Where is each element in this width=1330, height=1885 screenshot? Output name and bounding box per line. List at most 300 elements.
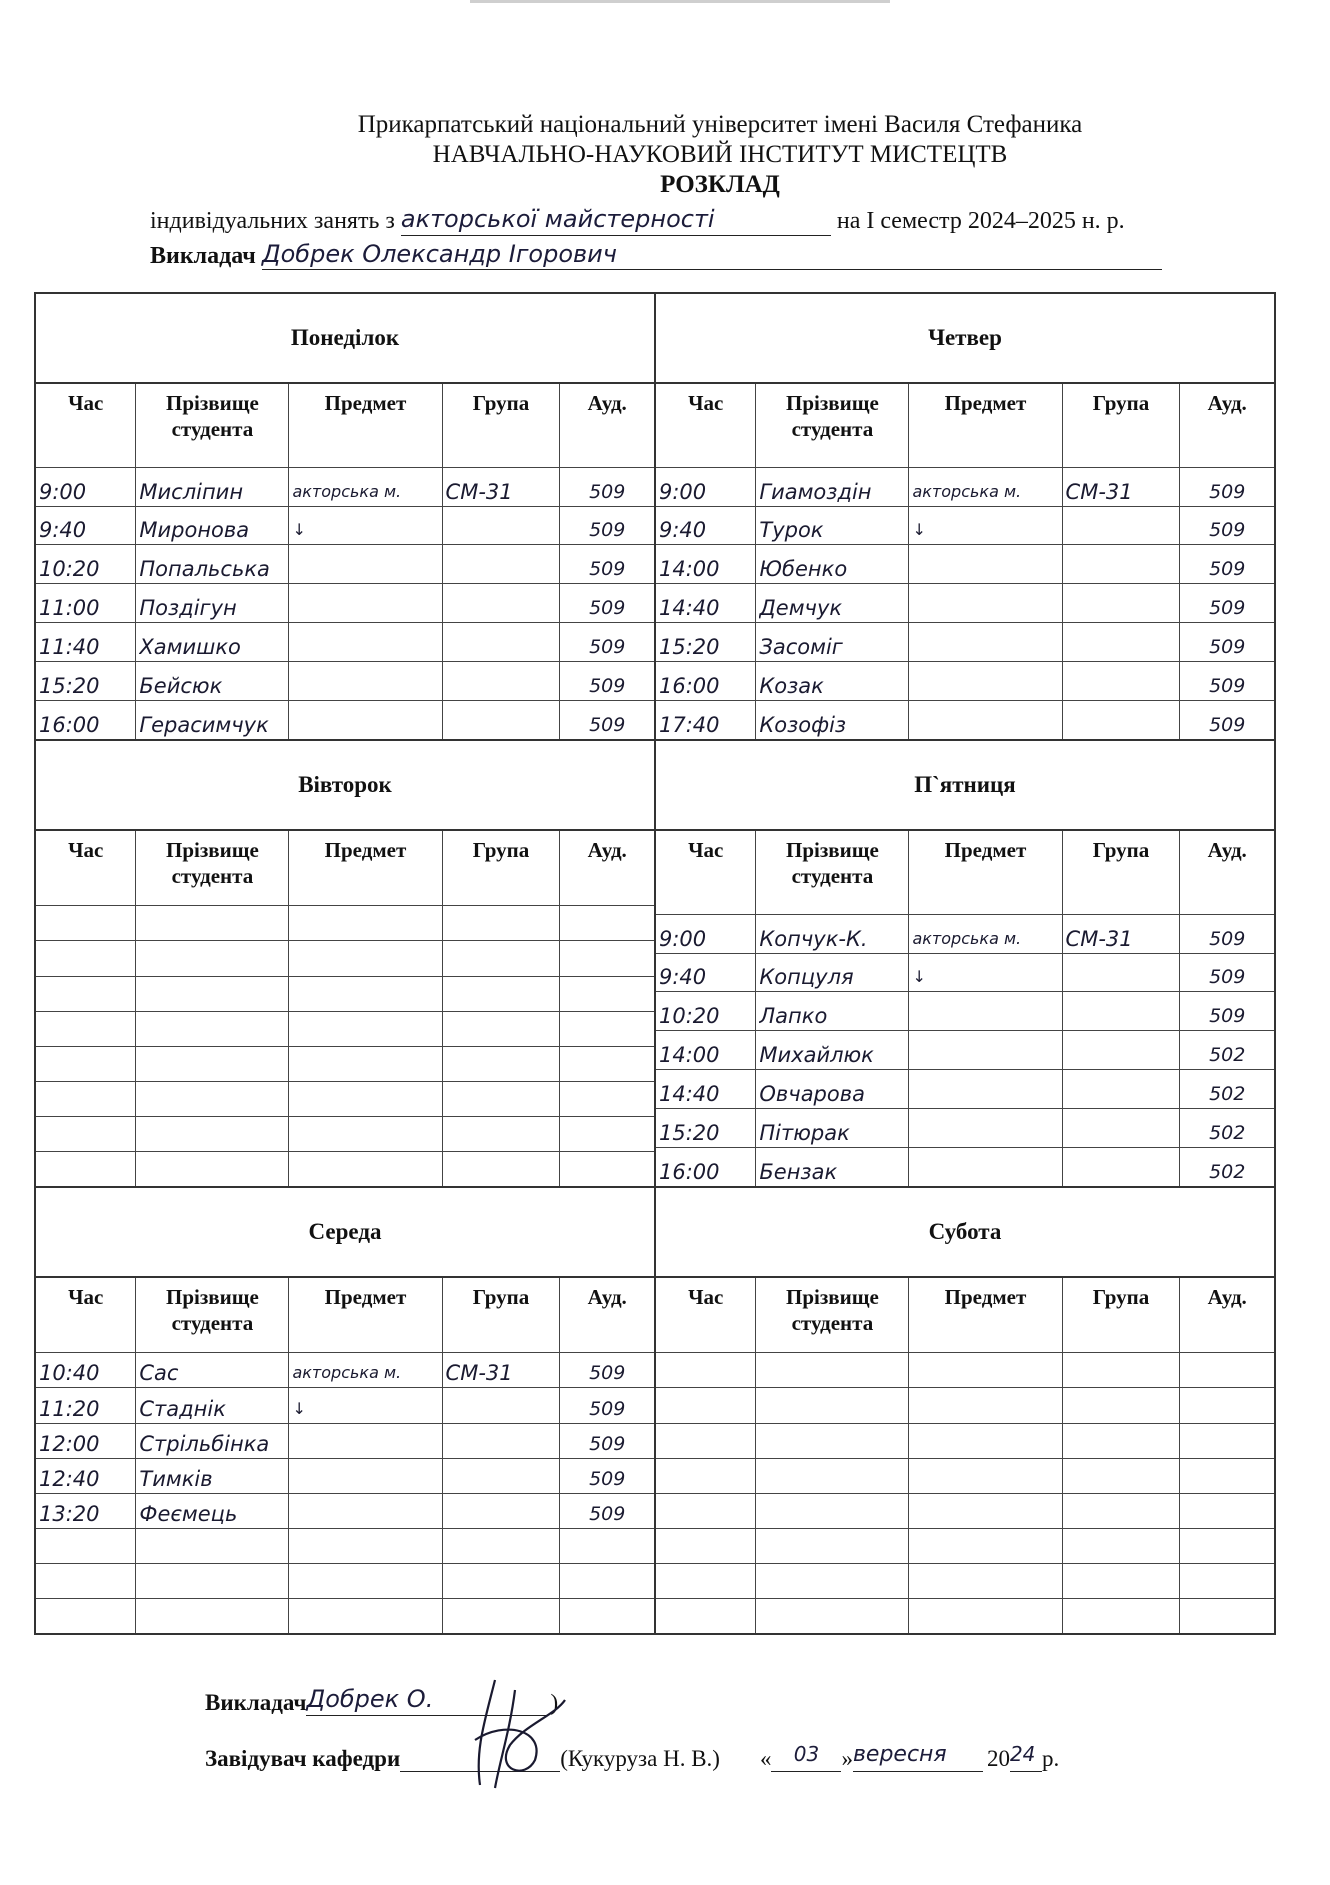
day-table-wednesday — [36, 1278, 654, 1633]
scan-edge — [470, 0, 890, 3]
cell-time — [656, 506, 756, 545]
cell-value-room: 509 — [1209, 927, 1246, 950]
cell-name — [136, 976, 289, 1011]
cell-time — [36, 506, 136, 545]
date-open: « — [759, 1746, 772, 1771]
cell-name — [136, 1563, 289, 1598]
cell-group — [1062, 545, 1180, 584]
cell-room — [1180, 1031, 1274, 1070]
cell-name — [136, 506, 289, 545]
cell-room — [1180, 1109, 1274, 1148]
cell-subject — [909, 1031, 1062, 1070]
cell-value-room: 509 — [589, 597, 626, 620]
cell-group — [442, 701, 560, 739]
cell-name — [136, 1116, 289, 1151]
cell-time — [36, 941, 136, 976]
day-block — [35, 1187, 655, 1634]
cell-group — [1062, 1458, 1180, 1493]
cell-name — [756, 914, 909, 953]
cell-room — [1180, 1070, 1274, 1109]
cell-group — [1062, 953, 1180, 992]
day-inner — [656, 1188, 1274, 1633]
teacher-signature-row — [205, 1660, 1205, 1716]
cell-value-name: Хамишко — [139, 635, 241, 660]
cell-group — [442, 1563, 560, 1598]
table-row — [656, 992, 1274, 1031]
cell-room — [560, 1011, 654, 1046]
footer-teacher-value: Добрек О. — [306, 1685, 434, 1713]
document-header — [150, 110, 1210, 270]
cell-subject — [909, 623, 1062, 662]
cell-name — [136, 941, 289, 976]
column-header-time: Час — [656, 384, 756, 467]
cell-room — [560, 623, 654, 662]
column-header-group: Група — [442, 1278, 560, 1353]
column-header-name: Прізвище студента — [136, 1278, 289, 1353]
cell-time — [36, 906, 136, 941]
cell-value-room: 502 — [1209, 1044, 1246, 1067]
cell-room — [560, 506, 654, 545]
table-row — [656, 1528, 1274, 1563]
column-header-room: Ауд. — [1180, 831, 1274, 914]
day-title-saturday: Субота — [656, 1188, 1274, 1278]
cell-time — [656, 662, 756, 701]
cell-value-subject: ↓ — [912, 967, 926, 987]
cell-value-time: 14:00 — [659, 557, 720, 582]
cell-value-time: 11:20 — [39, 1396, 100, 1421]
cell-group — [442, 1458, 560, 1493]
cell-name — [136, 1151, 289, 1186]
header-row — [656, 384, 1274, 467]
column-header-room: Ауд. — [560, 1278, 654, 1353]
cell-group — [1062, 662, 1180, 701]
cell-value-room: 509 — [589, 1397, 626, 1420]
cell-subject — [909, 584, 1062, 623]
cell-value-name: Феємець — [139, 1501, 238, 1526]
cell-value-room: 509 — [589, 636, 626, 659]
document-title: РОЗКЛАД — [660, 171, 780, 198]
cell-name — [136, 1046, 289, 1081]
cell-value-time: 16:00 — [39, 713, 100, 737]
cell-subject — [289, 545, 442, 584]
cell-value-name: Козофіз — [759, 713, 847, 737]
cell-subject — [289, 1528, 442, 1563]
university-name: Прикарпатський національний університет імені Василя Стефаника — [357, 111, 1083, 138]
cell-group — [1062, 1493, 1180, 1528]
cell-group — [442, 906, 560, 941]
handwritten-signature — [455, 1660, 575, 1790]
cell-name — [756, 1598, 909, 1633]
cell-time — [36, 1388, 136, 1423]
day-block — [655, 740, 1275, 1187]
cell-group — [1062, 1423, 1180, 1458]
institute-name: НАВЧАЛЬНО-НАУКОВИЙ ІНСТИТУТ МИСТЕЦТВ — [432, 141, 1008, 168]
cell-value-name: Юбенко — [759, 557, 848, 582]
cell-group — [442, 1423, 560, 1458]
cell-subject — [289, 906, 442, 941]
table-row — [36, 584, 654, 623]
cell-group — [1062, 1388, 1180, 1423]
column-header-group: Група — [1062, 1278, 1180, 1353]
cell-value-time: 10:20 — [659, 1004, 720, 1029]
date-day: 03 — [793, 1742, 820, 1766]
cell-value-room: 509 — [1209, 597, 1246, 620]
head-signature-row — [205, 1716, 1205, 1772]
day-title-friday: П`ятниця — [656, 741, 1274, 831]
cell-value-time: 16:00 — [659, 1160, 720, 1184]
cell-time — [36, 1598, 136, 1633]
cell-room — [560, 1563, 654, 1598]
cell-name — [756, 1493, 909, 1528]
date-end: р. — [1041, 1746, 1060, 1771]
cell-value-name: Тимків — [139, 1466, 213, 1491]
cell-value-room: 502 — [1209, 1122, 1246, 1145]
cell-time — [36, 467, 136, 506]
cell-subject — [909, 467, 1062, 506]
cell-value-name: Сас — [139, 1361, 179, 1386]
cell-time — [36, 1563, 136, 1598]
cell-name — [136, 1493, 289, 1528]
cell-group — [1062, 506, 1180, 545]
table-row — [36, 941, 654, 976]
day-inner — [36, 294, 654, 739]
cell-subject — [909, 1148, 1062, 1186]
cell-time — [36, 1011, 136, 1046]
cell-subject — [289, 1081, 442, 1116]
cell-value-subject: ↓ — [292, 520, 306, 540]
cell-value-name: Засоміг — [759, 635, 843, 660]
cell-room — [560, 584, 654, 623]
cell-subject — [909, 545, 1062, 584]
cell-name — [136, 545, 289, 584]
cell-group — [442, 1116, 560, 1151]
subject-prefix: індивідуальних занять з — [150, 208, 395, 234]
cell-time — [656, 1070, 756, 1109]
header-row — [36, 831, 654, 906]
cell-name — [136, 584, 289, 623]
cell-subject — [289, 1151, 442, 1186]
cell-group — [442, 584, 560, 623]
column-header-name: Прізвище студента — [136, 384, 289, 467]
table-row — [36, 506, 654, 545]
header-row — [656, 831, 1274, 914]
cell-name — [136, 662, 289, 701]
date-day-field — [771, 1741, 841, 1772]
table-row — [656, 914, 1274, 953]
cell-room — [1180, 623, 1274, 662]
cell-group — [1062, 1031, 1180, 1070]
cell-value-room: 509 — [589, 714, 626, 736]
cell-group — [1062, 1563, 1180, 1598]
cell-value-room: 509 — [589, 1362, 626, 1385]
cell-subject — [909, 1458, 1062, 1493]
column-header-name: Прізвище студента — [756, 384, 909, 467]
cell-room — [560, 941, 654, 976]
cell-subject — [289, 941, 442, 976]
table-row — [656, 584, 1274, 623]
day-table-friday — [656, 831, 1274, 1186]
cell-time — [656, 1031, 756, 1070]
column-header-name: Прізвище студента — [136, 831, 289, 906]
cell-group — [442, 1046, 560, 1081]
day-inner — [656, 294, 1274, 739]
cell-value-name: Гиамоздін — [759, 479, 872, 504]
cell-group — [442, 941, 560, 976]
cell-subject — [909, 953, 1062, 992]
cell-value-room: 509 — [1209, 675, 1246, 698]
header-row — [656, 1278, 1274, 1353]
cell-name — [756, 1458, 909, 1493]
cell-room — [1180, 1563, 1274, 1598]
column-header-room: Ауд. — [1180, 1278, 1274, 1353]
signature-footer — [205, 1660, 1205, 1772]
cell-value-room: 509 — [1209, 558, 1246, 581]
cell-value-time: 14:40 — [659, 596, 720, 621]
cell-group — [1062, 914, 1180, 953]
column-header-name: Прізвище студента — [756, 1278, 909, 1353]
date-close: » — [841, 1746, 853, 1771]
cell-room — [560, 906, 654, 941]
cell-room — [560, 467, 654, 506]
cell-subject — [909, 1388, 1062, 1423]
header-row — [36, 1278, 654, 1353]
cell-value-room: 509 — [1209, 714, 1246, 736]
table-row — [656, 506, 1274, 545]
cell-name — [136, 906, 289, 941]
cell-value-name: Бейсюк — [139, 674, 223, 699]
column-header-room: Ауд. — [560, 384, 654, 467]
cell-time — [656, 1528, 756, 1563]
cell-value-room: 509 — [589, 675, 626, 698]
column-header-subject: Предмет — [909, 384, 1062, 467]
cell-group — [442, 506, 560, 545]
cell-name — [756, 662, 909, 701]
cell-value-name: Стрільбінка — [139, 1431, 270, 1456]
cell-time — [36, 662, 136, 701]
cell-value-time: 11:00 — [39, 596, 100, 621]
head-label: Завідувач кафедри — [205, 1746, 401, 1771]
cell-time — [36, 701, 136, 739]
cell-room — [1180, 1388, 1274, 1423]
cell-subject — [909, 1598, 1062, 1633]
cell-name — [756, 953, 909, 992]
table-row — [36, 1388, 654, 1423]
table-row — [36, 623, 654, 662]
cell-value-room: 509 — [1209, 1005, 1246, 1028]
cell-room — [1180, 467, 1274, 506]
cell-group — [442, 976, 560, 1011]
teacher-field — [262, 240, 1162, 270]
cell-value-room: 509 — [1209, 480, 1246, 503]
cell-name — [756, 584, 909, 623]
cell-time — [656, 1493, 756, 1528]
cell-group — [1062, 992, 1180, 1031]
date-year-prefix: 20 — [986, 1746, 1010, 1771]
cell-value-time: 16:00 — [659, 674, 720, 699]
table-row — [656, 1493, 1274, 1528]
cell-group — [442, 1493, 560, 1528]
table-row — [656, 662, 1274, 701]
day-block — [35, 740, 655, 1187]
cell-subject — [909, 701, 1062, 739]
table-row — [36, 1423, 654, 1458]
cell-value-time: 12:40 — [39, 1466, 100, 1491]
cell-group — [442, 1388, 560, 1423]
cell-time — [656, 1148, 756, 1186]
cell-subject — [289, 467, 442, 506]
table-row — [656, 545, 1274, 584]
cell-value-time: 14:40 — [659, 1082, 720, 1107]
cell-value-name: Лапко — [759, 1004, 828, 1029]
cell-group — [442, 623, 560, 662]
cell-time — [656, 623, 756, 662]
table-row — [656, 623, 1274, 662]
table-row — [656, 1031, 1274, 1070]
cell-time — [656, 1388, 756, 1423]
cell-time — [656, 953, 756, 992]
cell-time — [36, 584, 136, 623]
cell-room — [560, 1151, 654, 1186]
column-header-name: Прізвище студента — [756, 831, 909, 914]
cell-time — [36, 1151, 136, 1186]
cell-value-group: СМ-31 — [1065, 479, 1133, 504]
date-month-field — [853, 1741, 983, 1772]
cell-name — [756, 992, 909, 1031]
cell-room — [1180, 662, 1274, 701]
cell-time — [36, 1116, 136, 1151]
cell-name — [136, 1528, 289, 1563]
cell-group — [442, 1011, 560, 1046]
cell-value-room: 502 — [1209, 1161, 1246, 1183]
column-header-time: Час — [656, 831, 756, 914]
cell-value-name: Герасимчук — [139, 713, 269, 737]
cell-subject — [909, 914, 1062, 953]
cell-group — [442, 1598, 560, 1633]
column-header-room: Ауд. — [1180, 384, 1274, 467]
cell-name — [756, 623, 909, 662]
cell-time — [656, 1353, 756, 1388]
cell-room — [1180, 1148, 1274, 1186]
cell-value-name: Миронова — [139, 518, 250, 543]
day-table-saturday — [656, 1278, 1274, 1633]
cell-subject — [289, 1563, 442, 1598]
cell-name — [136, 467, 289, 506]
day-block — [655, 1187, 1275, 1634]
cell-value-name: Мисліпин — [139, 479, 244, 504]
table-row — [656, 1423, 1274, 1458]
cell-value-name: Попальська — [139, 557, 270, 582]
day-title-tuesday: Вівторок — [36, 741, 654, 831]
cell-subject — [909, 1423, 1062, 1458]
cell-value-room: 509 — [589, 519, 626, 542]
cell-value-time: 9:40 — [659, 518, 707, 543]
table-row — [36, 662, 654, 701]
cell-value-subject: ↓ — [912, 520, 926, 540]
cell-subject — [289, 1046, 442, 1081]
cell-room — [560, 1493, 654, 1528]
table-row — [656, 1148, 1274, 1186]
cell-group — [442, 545, 560, 584]
day-block — [655, 293, 1275, 740]
cell-value-time: 10:20 — [39, 557, 100, 582]
column-header-subject: Предмет — [909, 831, 1062, 914]
table-row — [656, 953, 1274, 992]
cell-value-room: 509 — [589, 558, 626, 581]
cell-value-time: 14:00 — [659, 1043, 720, 1068]
subject-field — [401, 204, 831, 236]
cell-subject — [289, 623, 442, 662]
cell-name — [756, 1423, 909, 1458]
cell-time — [36, 545, 136, 584]
teacher-label: Викладач — [150, 243, 256, 269]
cell-name — [756, 1070, 909, 1109]
cell-value-name: Овчарова — [759, 1082, 865, 1107]
cell-value-time: 10:40 — [39, 1361, 100, 1386]
day-table-thursday — [656, 384, 1274, 739]
cell-subject — [289, 1493, 442, 1528]
day-inner — [36, 1188, 654, 1633]
cell-time — [36, 1528, 136, 1563]
cell-subject — [289, 1353, 442, 1388]
cell-subject — [289, 506, 442, 545]
cell-subject — [289, 1116, 442, 1151]
cell-value-name: Бензак — [759, 1160, 838, 1184]
cell-name — [756, 506, 909, 545]
table-row — [656, 1563, 1274, 1598]
cell-name — [756, 1388, 909, 1423]
teacher-line — [150, 240, 1210, 270]
teacher-value: Добрек Олександр Ігорович — [261, 240, 617, 268]
cell-subject — [289, 1011, 442, 1046]
cell-room — [1180, 1458, 1274, 1493]
cell-time — [656, 992, 756, 1031]
cell-subject — [289, 701, 442, 739]
cell-room — [560, 1388, 654, 1423]
cell-name — [136, 1011, 289, 1046]
cell-time — [36, 976, 136, 1011]
footer-teacher-label: Викладач — [205, 1690, 307, 1715]
column-header-time: Час — [36, 831, 136, 906]
table-row — [656, 1388, 1274, 1423]
day-block — [35, 293, 655, 740]
cell-room — [560, 545, 654, 584]
cell-value-room: 509 — [589, 1502, 626, 1525]
cell-group — [442, 467, 560, 506]
cell-time — [656, 545, 756, 584]
date-year-suffix: 24 — [1009, 1742, 1036, 1766]
cell-value-room: 509 — [589, 480, 626, 503]
cell-value-room: 509 — [589, 1467, 626, 1490]
cell-value-name: Копчук-К. — [759, 926, 868, 951]
cell-subject — [289, 1598, 442, 1633]
cell-name — [756, 1528, 909, 1563]
cell-group — [1062, 1598, 1180, 1633]
day-title-wednesday: Середа — [36, 1188, 654, 1278]
cell-value-time: 11:40 — [39, 635, 100, 660]
table-row — [36, 1598, 654, 1633]
cell-time — [656, 1563, 756, 1598]
column-header-subject: Предмет — [289, 384, 442, 467]
table-row — [656, 467, 1274, 506]
cell-subject — [909, 1353, 1062, 1388]
cell-room — [560, 1116, 654, 1151]
cell-time — [36, 623, 136, 662]
cell-subject — [909, 1563, 1062, 1598]
table-row — [36, 701, 654, 739]
cell-group — [1062, 1070, 1180, 1109]
day-title-thursday: Четвер — [656, 294, 1274, 384]
cell-name — [136, 1458, 289, 1493]
